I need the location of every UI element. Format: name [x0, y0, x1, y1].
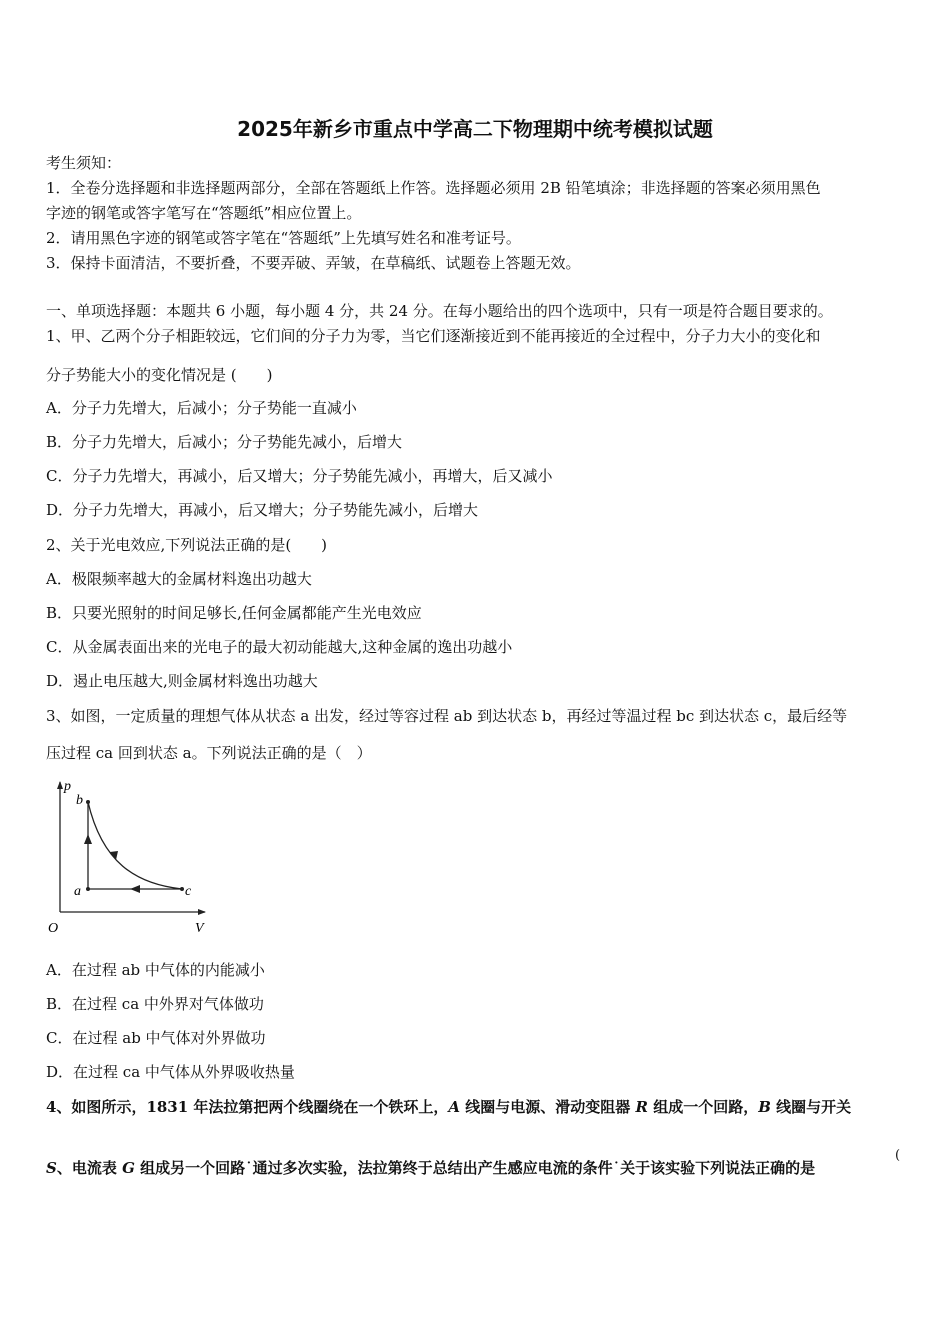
point-c — [180, 887, 184, 891]
point-b — [86, 800, 90, 804]
notice-header: 考生须知： — [46, 154, 122, 172]
q4-stem-line-1 — [46, 1097, 851, 1117]
q2-option-d: D．遏止电压越大,则金属材料逸出功越大 — [46, 672, 318, 690]
q4-paren: ( — [895, 1148, 901, 1163]
q1-option-a: A．分子力先增大，后减小；分子势能一直减小 — [46, 399, 357, 417]
page-title: 2025年新乡市重点中学高二下物理期中统考模拟试题 — [237, 117, 713, 141]
q4-stem-line-2 — [46, 1158, 815, 1178]
q4-line-1-part-1: 4、如图所示，1831 年法拉第把两个线圈绕在一个铁环上， — [46, 1098, 449, 1116]
q3-option-a: A．在过程 ab 中气体的内能减小 — [46, 961, 265, 979]
point-b-label: b — [76, 793, 83, 808]
q4-coil-b: B — [758, 1098, 771, 1116]
q3-option-d: D．在过程 ca 中气体从外界吸收热量 — [46, 1063, 295, 1081]
q4-rheostat-r: R — [635, 1098, 648, 1116]
arrow-ab — [84, 834, 92, 844]
q4-line-1-part-3: 组成一个回路， — [647, 1098, 759, 1116]
arrow-bc — [110, 851, 118, 860]
p-axis-label: p — [64, 779, 71, 794]
origin-label: O — [48, 921, 59, 936]
q3-stem-line-1: 3、如图，一定质量的理想气体从状态 a 出发，经过等容过程 ab 到达状态 b，再经过等温过程 bc 到达状态 c，最后经等 — [46, 707, 848, 725]
q1-option-b: B．分子力先增大，后减小；分子势能先减小，后增大 — [46, 433, 403, 451]
q4-line-2-part-2: 组成另一个回路˙通过多次实验，法拉第终于总结出产生感应电流的条件˙关于该实验下列说法正确的是 — [134, 1159, 816, 1177]
q2-option-a: A．极限频率越大的金属材料逸出功越大 — [46, 570, 312, 588]
q2-option-b: B．只要光照射的时间足够长,任何金属都能产生光电效应 — [46, 604, 422, 622]
q3-stem-line-2: 压过程 ca 回到状态 a。下列说法正确的是（ ） — [46, 744, 372, 762]
q4-ammeter-g: G — [122, 1159, 135, 1177]
notice-item-2: 2．请用黑色字迹的钢笔或答字笔在“答题纸”上先填写姓名和准考证号。 — [46, 229, 521, 247]
section-heading: 一、单项选择题：本题共 6 小题，每小题 4 分，共 24 分。在每小题给出的四个选项中，只有一项是符合题目要求的。 — [46, 302, 833, 320]
q2-stem: 2、关于光电效应,下列说法正确的是( ) — [46, 536, 328, 554]
q1-option-d: D．分子力先增大，再减小，后又增大；分子势能先减小，后增大 — [46, 501, 479, 519]
notice-item-1-line-2: 字迹的钢笔或答字笔写在“答题纸”相应位置上。 — [46, 204, 362, 222]
q3-option-b: B．在过程 ca 中外界对气体做功 — [46, 995, 264, 1013]
process-bc — [88, 802, 182, 889]
q2-option-c: C．从金属表面出来的光电子的最大初动能越大,这种金属的逸出功越小 — [46, 638, 513, 656]
q4-line-1-part-4: 线圈与开关 — [770, 1098, 852, 1116]
arrow-ca — [130, 885, 140, 893]
q4-coil-a: A — [448, 1098, 461, 1116]
point-c-label: c — [185, 884, 192, 899]
q1-stem-line-2: 分子势能大小的变化情况是 ( ) — [46, 366, 273, 384]
q1-option-c: C．分子力先增大，再减小，后又增大；分子势能先减小，再增大，后又减小 — [46, 467, 553, 485]
q1-stem-line-1: 1、甲、乙两个分子相距较远，它们间的分子力为零，当它们逐渐接近到不能再接近的全过程中，分子力大小的变化和 — [46, 327, 821, 345]
q3-option-c: C．在过程 ab 中气体对外界做功 — [46, 1029, 266, 1047]
q4-switch-s: S — [46, 1159, 57, 1177]
notice-item-1-line-1: 1．全卷分选择题和非选择题两部分，全部在答题纸上作答。选择题必须用 2B 铅笔填涂；非选择题的答案必须用黑色 — [46, 179, 821, 197]
q4-line-1-part-2: 线圈与电源、滑动变阻器 — [460, 1098, 636, 1116]
pv-diagram — [40, 772, 220, 942]
point-a-label: a — [74, 884, 81, 899]
q4-line-2-part-1: 、电流表 — [56, 1159, 123, 1177]
v-axis-label: V — [195, 921, 204, 936]
point-a — [86, 887, 90, 891]
notice-item-3: 3．保持卡面清洁，不要折叠，不要弄破、弄皱，在草稿纸、试题卷上答题无效。 — [46, 254, 581, 272]
